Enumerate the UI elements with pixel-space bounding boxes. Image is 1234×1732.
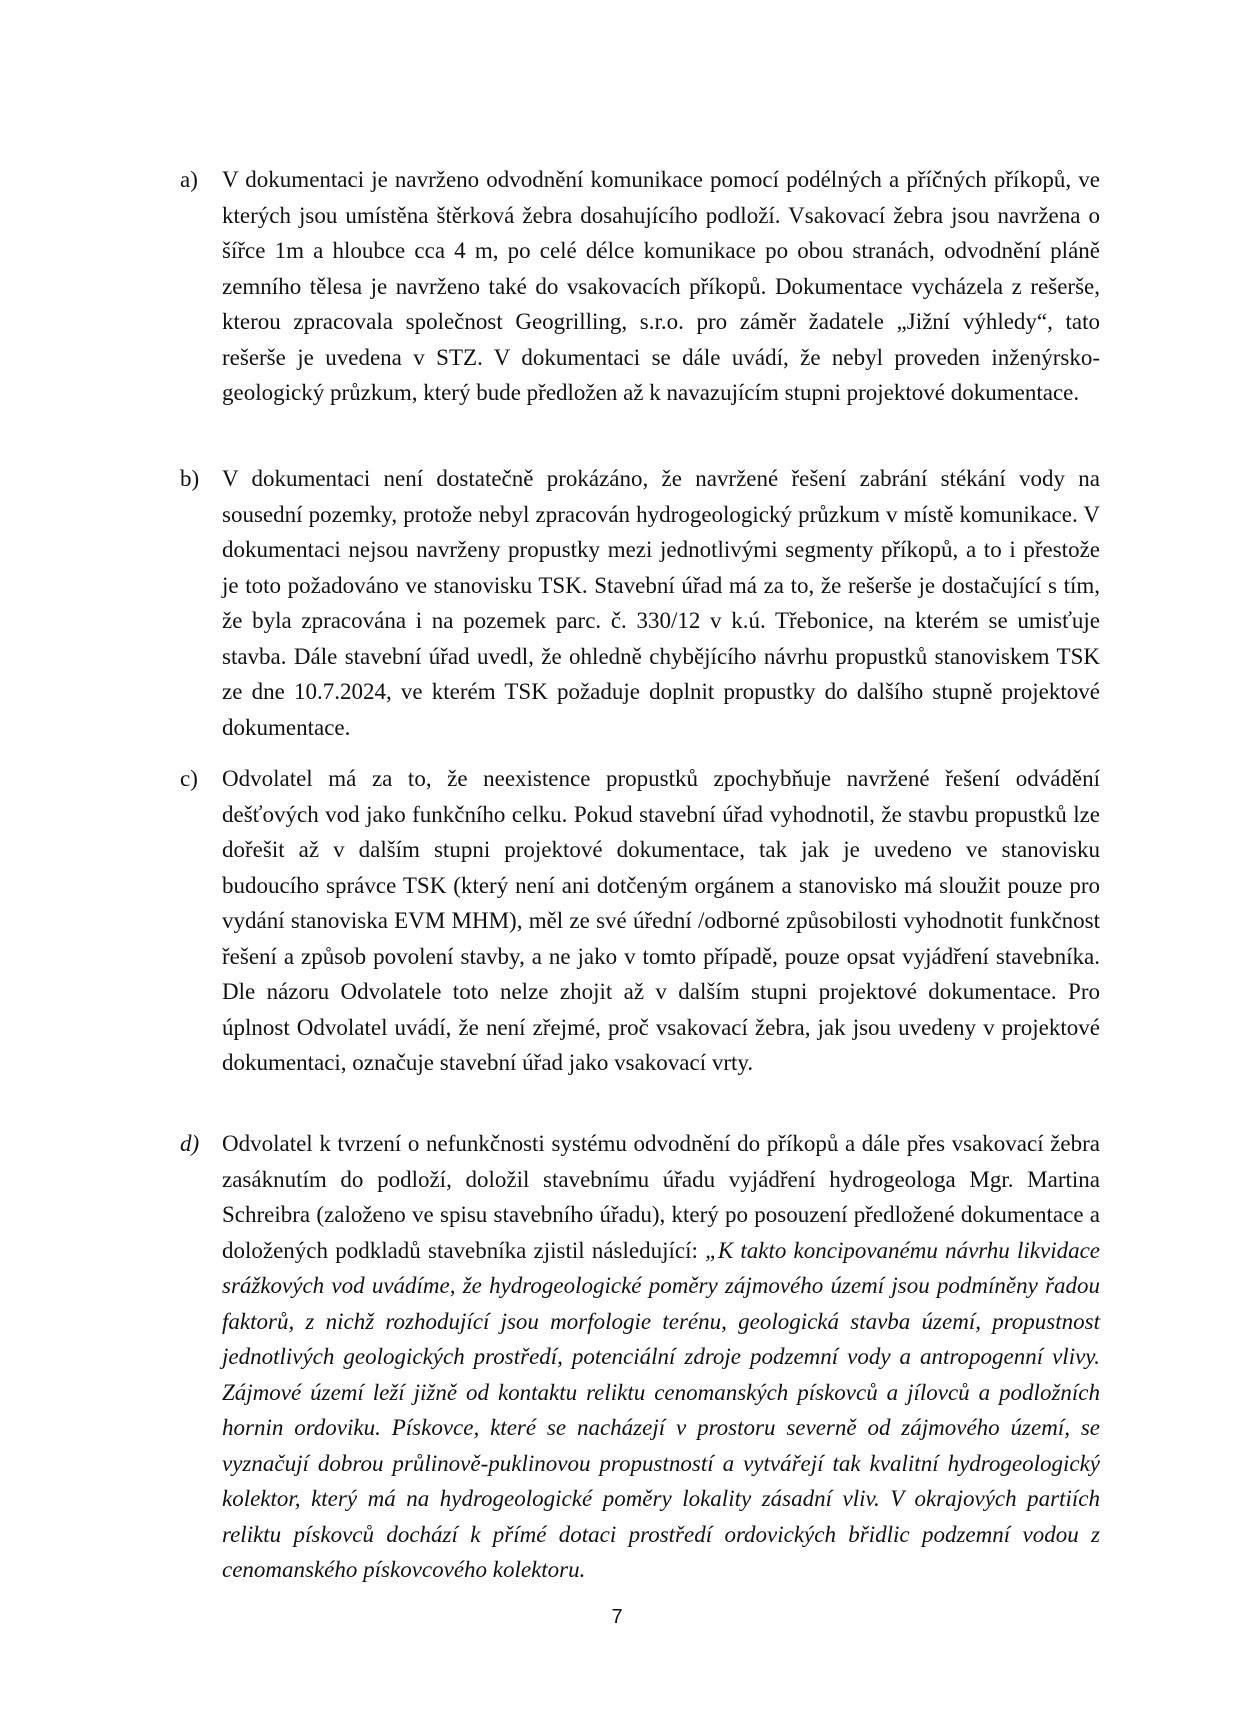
paragraph-text xyxy=(222,1126,1100,1588)
list-marker: b) xyxy=(180,466,200,491)
list-marker: a) xyxy=(180,167,198,192)
quoted-statement: „K takto koncipovanému návrhu likvidace srážkových vod uvádíme, že hydrogeologické poměry zájmového území jsou podmíněny řadou faktorů, z nichž rozhodující jsou morfologie terénu, geologická stavba území, propustnost jednotlivých geologických prostředí, potenciální zdroje podzemní vody a antropogenní vlivy. Zájmové území leží jižně od kontaktu reliktu cenomanských pískovců a jílovců a podložních hornin ordoviku. Pískovce, které se nacházejí v prostoru severně od zájmového území, se vyznačují dobrou průlinově-puklinovou propustností a vytvářejí tak kvalitní hydrogeologický kolektor, který má na hydrogeologické poměry lokality zásadní vliv. V okrajových partiích reliktu pískovců dochází k přímé dotaci prostředí ordovických břidlic podzemní vodou z cenomanského pískovcového kolektoru. xyxy=(222,1237,1100,1582)
list-marker: c) xyxy=(180,766,198,791)
page-number: 7 xyxy=(611,1606,623,1628)
paragraph-lead-text: Odvolatel k tvrzení o nefunkčnosti systému odvodnění do příkopů a dále přes vsakovací žebra zasáknutím do podloží, doložil stavebnímu úřadu vyjádření hydrogeologa Mgr. Martina Schreibra (založeno ve spisu stavebního úřadu), který po posouzení předložené dokumentace a doložených podkladů stavebníka zjistil následující: xyxy=(222,1131,1100,1263)
paragraph-text: Odvolatel má za to, že neexistence propustků zpochybňuje navržené řešení odvádění dešťových vod jako funkčního celku. Pokud stavební úřad vyhodnotil, že stavbu propustků lze dořešit až v dalším stupni projektové dokumentace, tak jak je uvedeno ve stanovisku budoucího správce TSK (který není ani dotčeným orgánem a stanovisko má sloužit pouze pro vydání stanoviska EVM MHM), měl ze své úřední /odborné způsobilosti vyhodnotit funkčnost řešení a způsob povolení stavby, a ne jako v tomto případě, pouze opsat vyjádření stavebníka. Dle názoru Odvolatele toto nelze zhojit až v dalším stupni projektové dokumentace. Pro úplnost Odvolatel uvádí, že není zřejmé, proč vsakovací žebra, jak jsou uvedeny v projektové dokumentaci, označuje stavební úřad jako vsakovací vrty. xyxy=(222,766,1100,1075)
list-item-d xyxy=(180,1126,1100,1588)
paragraph-text: V dokumentaci je navrženo odvodnění komunikace pomocí podélných a příčných příkopů, ve kterých jsou umístěna štěrková žebra dosahujícího podloží. Vsakovací žebra jsou navržena o šířce 1m a hloubce cca 4 m, po celé délce komunikace po obou stranách, odvodnění pláně zemního tělesa je navrženo také do vsakovacích příkopů. Dokumentace vycházela z rešerše, kterou zpracovala společnost Geogrilling, s.r.o. pro záměr žadatele „Jižní výhledy“, tato rešerše je uvedena v STZ. V dokumentaci se dále uvádí, že nebyl proveden inženýrsko-geologický průzkum, který bude předložen až k navazujícím stupni projektové dokumentace. xyxy=(222,167,1100,405)
paragraph-text: V dokumentaci není dostatečně prokázáno, že navržené řešení zabrání stékání vody na sousední pozemky, protože nebyl zpracován hydrogeologický průzkum v místě komunikace. V dokumentaci nejsou navrženy propustky mezi jednotlivými segmenty příkopů, a to i přestože je toto požadováno ve stanovisku TSK. Stavební úřad má za to, že rešerše je dostačující s tím, že byla zpracována i na pozemek parc. č. 330/12 v k.ú. Třebonice, na kterém se umisťuje stavba. Dále stavební úřad uvedl, že ohledně chybějícího návrhu propustků stanoviskem TSK ze dne 10.7.2024, ve kterém TSK požaduje doplnit propustky do dalšího stupně projektové dokumentace. xyxy=(222,466,1100,740)
list-item-c xyxy=(180,761,1100,1081)
list-item-a xyxy=(180,162,1100,411)
list-item-b xyxy=(180,461,1100,745)
list-marker: d) xyxy=(180,1131,200,1156)
